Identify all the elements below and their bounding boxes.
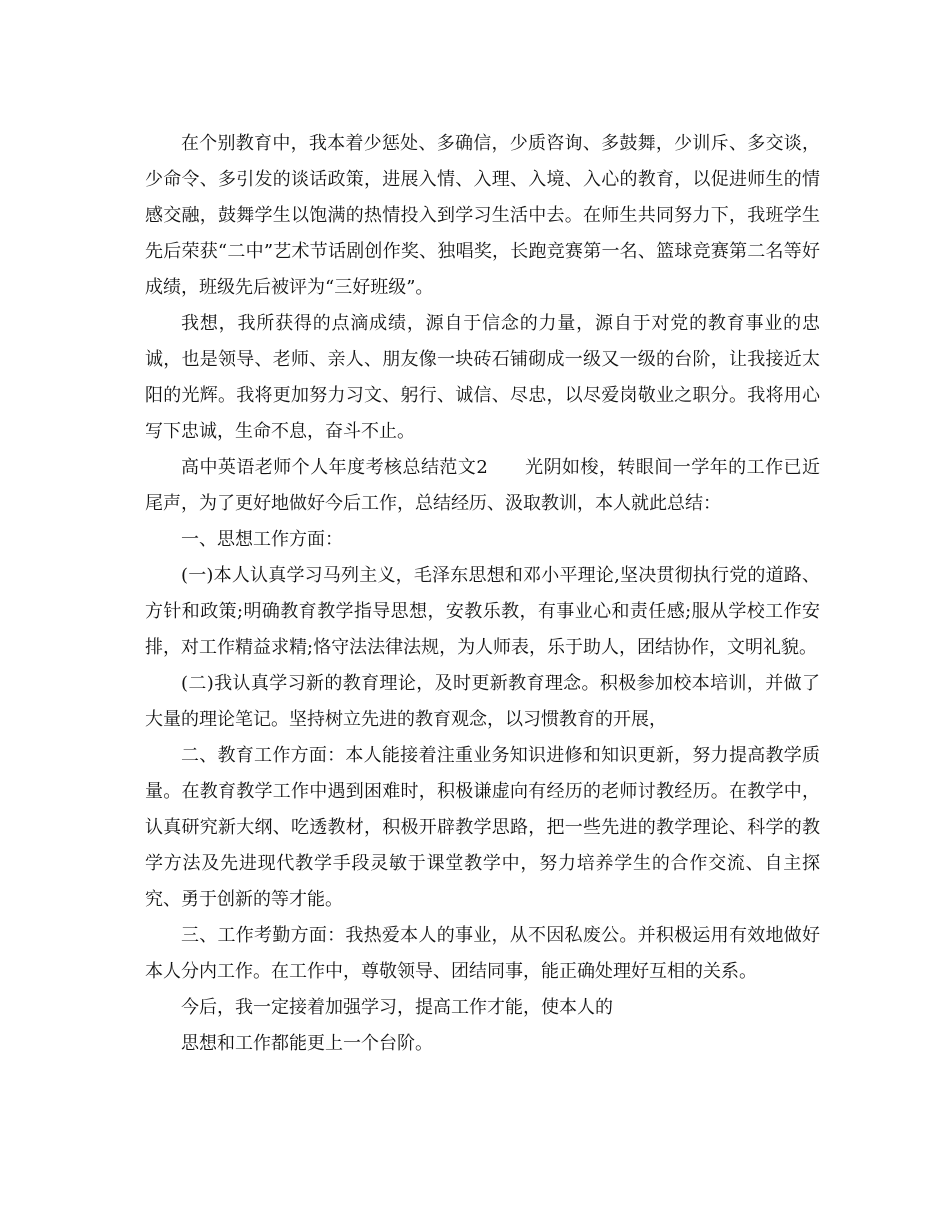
paragraph-future-line2: 思想和工作都能更上一个台阶。: [181, 1033, 433, 1054]
document-body: [145, 126, 820, 1062]
paragraph-teaching-work: 二、教育工作方面：本人能接着注重业务知识进修和知识更新，努力提高教学质量。在教育教学工作中遇到困难时，积极谦虚向有经历的老师讨教经历。在教学中，认真研究新大纲、吃透教材，积极开辟教学思路，把一些先进的教学理论、科学的教学方法及先进现代教学手段灵敏于课堂教学中，努力培养学生的合作交流、自主探究、勇于创新的等才能。: [145, 745, 820, 910]
paragraph-summary-intro: 高中英语老师个人年度考核总结范文2 光阴如梭，转眼间一学年的工作已近尾声，为了更好地做好今后工作，总结经历、汲取教训，本人就此总结：: [145, 457, 820, 514]
paragraph-future-line1: 今后，我一定接着加强学习，提高工作才能，使本人的: [181, 997, 613, 1018]
paragraph-heading-ideology: 一、思想工作方面：: [181, 529, 343, 550]
paragraph-ideology-1: (一)本人认真学习马列主义，毛泽东思想和邓小平理论,坚决贯彻执行党的道路、方针和政策;明确教育教学指导思想，安教乐教，有事业心和责任感;服从学校工作安排，对工作精益求精;恪守法法律法规，为人师表，乐于助人，团结协作，文明礼貌。: [145, 565, 820, 658]
paragraph-attendance: 三、工作考勤方面：我热爱本人的事业，从不因私废公。并积极运用有效地做好本人分内工作。在工作中，尊敬领导、团结同事，能正确处理好互相的关系。: [145, 925, 820, 982]
paragraph-ideology-2: (二)我认真学习新的教育理论，及时更新教育理念。积极参加校本培训，并做了大量的理论笔记。坚持树立先进的教育观念，以习惯教育的开展，: [145, 673, 820, 730]
paragraph-individual-education: 在个别教育中，我本着少惩处、多确信，少质咨询、多鼓舞，少训斥、多交谈，少命令、多引发的谈话政策，进展入情、入理、入境、入心的教育，以促进师生的情感交融，鼓舞学生以饱满的热情投入到学习生活中去。在师生共同努力下，我班学生先后荣获“二中”艺术节话剧创作奖、独唱奖，长跑竞赛第一名、篮球竞赛第二名等好成绩，班级先后被评为“三好班级”。: [145, 133, 820, 298]
paragraph-achievements: 我想，我所获得的点滴成绩，源自于信念的力量，源自于对党的教育事业的忠诚，也是领导、老师、亲人、朋友像一块砖石铺砌成一级又一级的台阶，让我接近太阳的光辉。我将更加努力习文、躬行、诚信、尽忠，以尽爱岗敬业之职分。我将用心写下忠诚，生命不息，奋斗不止。: [145, 313, 820, 442]
